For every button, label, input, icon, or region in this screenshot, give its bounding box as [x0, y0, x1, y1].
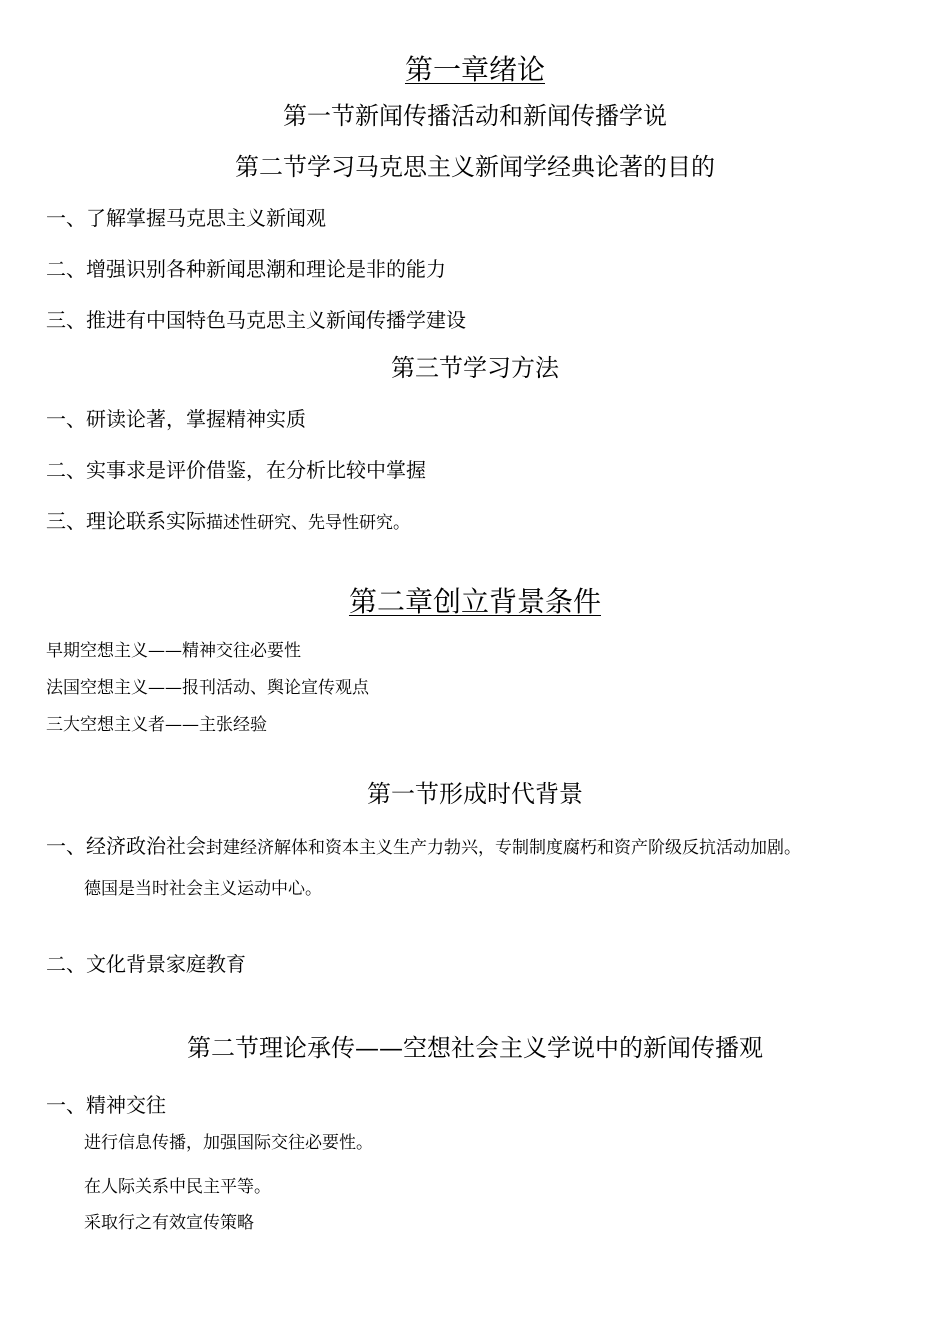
- chapter1-section2-item1: 一、了解掌握马克思主义新闻观: [46, 206, 326, 230]
- chapter2-section2-subitem1: 进行信息传播，加强国际交往必要性。: [84, 1133, 373, 1153]
- chapter2-section1-item1-note: 封建经济解体和资本主义生产力勃兴，专制制度腐朽和资产阶级反抗活动加剧。: [206, 838, 801, 858]
- chapter2-section2-item1: 一、精神交往: [46, 1093, 166, 1117]
- chapter2-section1-item1: [46, 836, 801, 857]
- chapter1-section3-title: 第三节学习方法: [391, 354, 559, 382]
- chapter2-section2-title: 第二节理论承传——空想社会主义学说中的新闻传播观: [187, 1034, 763, 1062]
- chapter2-section1-title: 第一节形成时代背景: [367, 780, 583, 808]
- chapter2-section2-subitem3: 采取行之有效宣传策略: [84, 1213, 254, 1233]
- chapter2-note1: 早期空想主义——精神交往必要性: [46, 641, 301, 661]
- chapter2-section2-subitem2: 在人际关系中民主平等。: [84, 1177, 271, 1197]
- chapter1-section1-title: 第一节新闻传播活动和新闻传播学说: [283, 102, 667, 130]
- chapter2-section1-item2: 二、文化背景家庭教育: [46, 952, 246, 976]
- chapter1-section3-item1: 一、研读论著，掌握精神实质: [46, 407, 306, 431]
- chapter2-note3: 三大空想主义者——主张经验: [46, 715, 267, 735]
- chapter2-section1-item1-main: 一、经济政治社会: [46, 834, 206, 858]
- chapter1-section3-item2: 二、实事求是评价借鉴，在分析比较中掌握: [46, 458, 426, 482]
- chapter1-section2-item2: 二、增强识别各种新闻思潮和理论是非的能力: [46, 257, 446, 281]
- chapter2-title: 第二章创立背景条件: [348, 585, 601, 618]
- chapter1-section3-item3: [46, 511, 410, 532]
- chapter1-title: 第一章绪论: [404, 53, 545, 86]
- chapter1-section3-item3-main: 三、理论联系实际: [46, 509, 206, 533]
- chapter1-section2-item3: 三、推进有中国特色马克思主义新闻传播学建设: [46, 308, 466, 332]
- chapter1-section3-item3-note: 描述性研究、先导性研究。: [206, 513, 410, 533]
- chapter2-note2: 法国空想主义——报刊活动、舆论宣传观点: [46, 678, 369, 698]
- chapter2-section1-item1-continuation: 德国是当时社会主义运动中心。: [84, 879, 322, 899]
- chapter1-section2-title: 第二节学习马克思主义新闻学经典论著的目的: [235, 153, 715, 181]
